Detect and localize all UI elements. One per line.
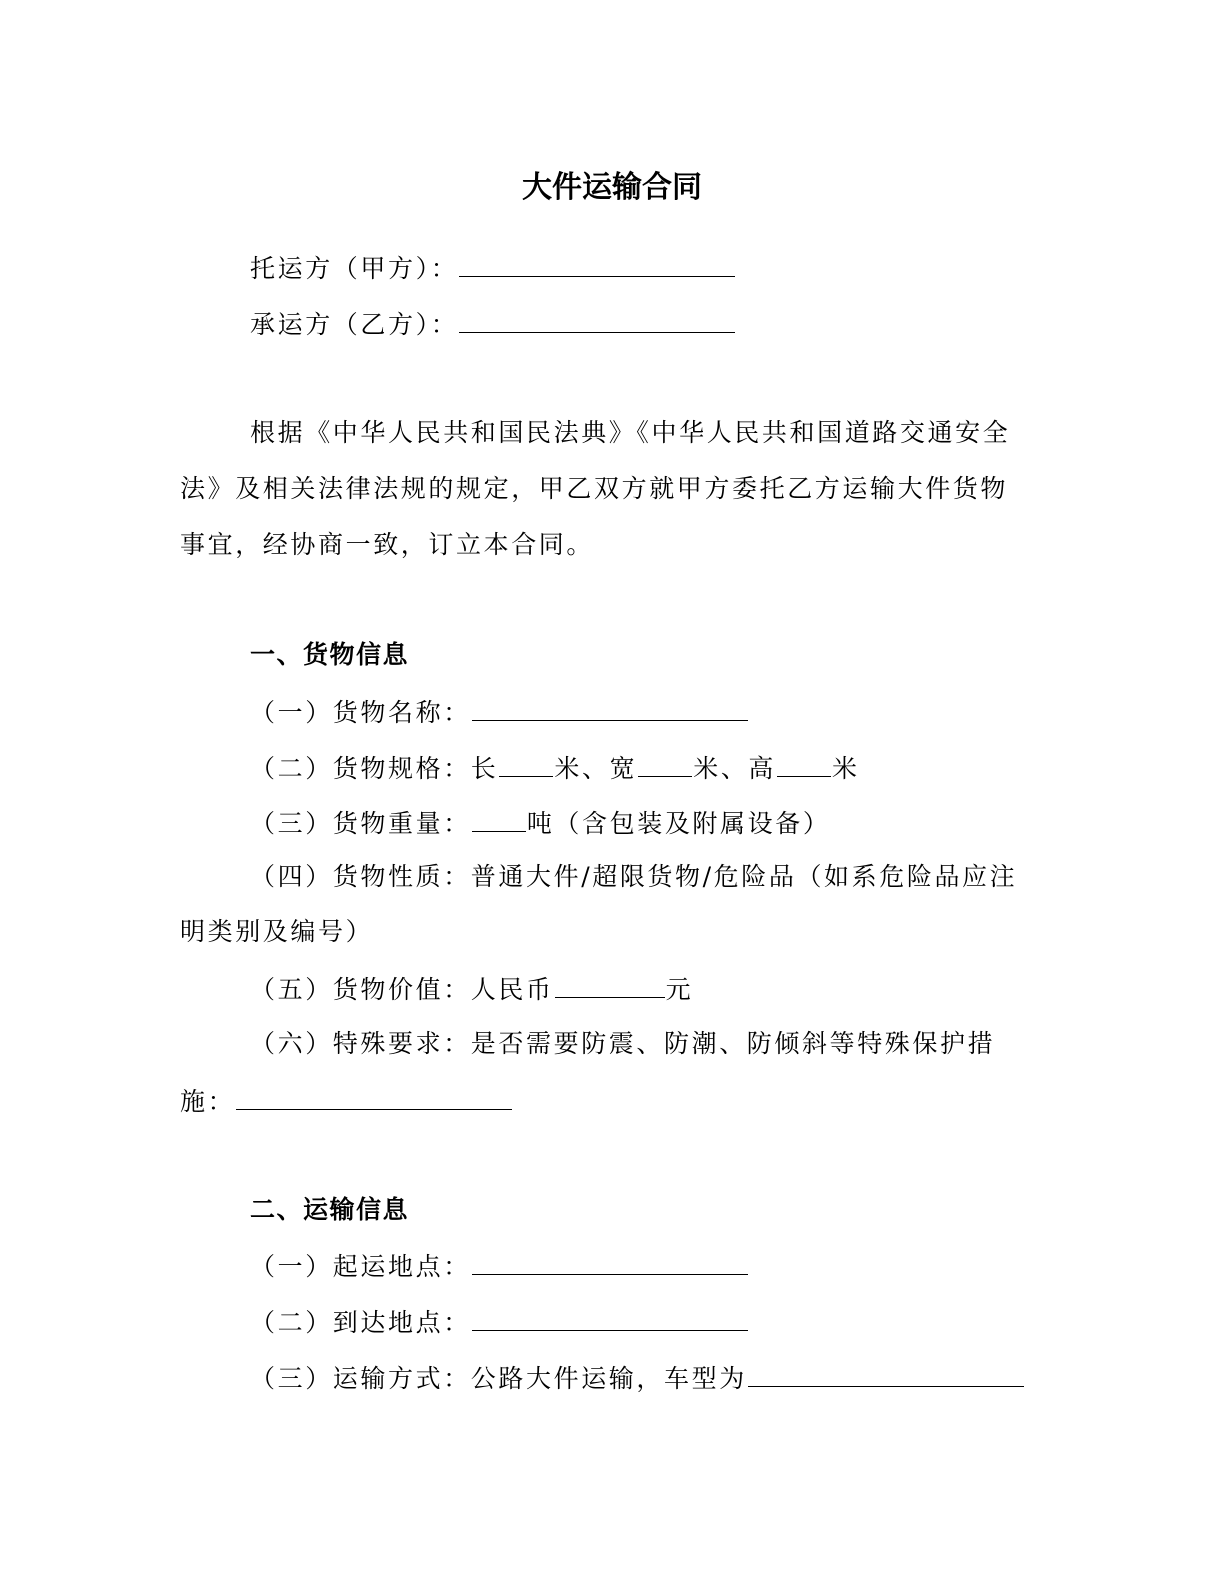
height-blank[interactable] [777, 750, 831, 777]
destination-label: （二）到达地点： [250, 1308, 471, 1337]
preamble-line-1: 根据《中华人民共和国民法典》《中华人民共和国道路交通安全 [250, 418, 1011, 447]
preamble-line-3: 事宜，经协商一致，订立本合同。 [180, 530, 595, 559]
party-a-label: 托运方（甲方）： [250, 254, 459, 283]
party-b-label: 承运方（乙方）： [250, 310, 459, 339]
goods-value-label: （五）货物价值：人民币 [250, 975, 554, 1004]
transport-mode-line [250, 1360, 1110, 1396]
preamble-line-2: 法》及相关法律法规的规定，甲乙双方就甲方委托乙方运输大件货物 [180, 474, 1009, 503]
value-blank[interactable] [555, 971, 665, 998]
destination-line [250, 1304, 1110, 1340]
special-req-blank[interactable] [236, 1083, 512, 1110]
goods-weight-label: （三）货物重量： [250, 809, 471, 838]
origin-label: （一）起运地点： [250, 1252, 471, 1281]
origin-blank[interactable] [472, 1248, 748, 1275]
width-blank[interactable] [638, 750, 692, 777]
destination-blank[interactable] [472, 1304, 748, 1331]
goods-weight-unit: 吨（含包装及附属设备） [526, 809, 831, 838]
goods-weight-line [250, 805, 1110, 841]
section-1-heading: 一、货物信息 [250, 640, 410, 669]
party-b-blank[interactable] [459, 306, 735, 333]
goods-nature-line-1: （四）货物性质：普通大件/超限货物/危险品（如系危险品应注 [250, 862, 1018, 891]
special-req-label: 施： [180, 1087, 236, 1116]
goods-name-line [250, 694, 1110, 730]
section-2-heading: 二、运输信息 [250, 1195, 410, 1224]
special-req-line-1: （六）特殊要求：是否需要防震、防潮、防倾斜等特殊保护措 [250, 1029, 996, 1058]
special-req-line-2 [180, 1083, 1040, 1119]
vehicle-type-blank[interactable] [748, 1360, 1024, 1387]
goods-spec-height-label: 米、高 [693, 754, 777, 783]
goods-nature-line-2: 明类别及编号） [180, 917, 374, 946]
goods-value-unit: 元 [665, 975, 694, 1004]
party-a-line [250, 250, 1110, 286]
goods-spec-label: （二）货物规格：长 [250, 754, 499, 783]
goods-spec-width-label: 米、宽 [554, 754, 638, 783]
party-a-blank[interactable] [459, 250, 735, 277]
length-blank[interactable] [499, 750, 553, 777]
goods-name-label: （一）货物名称： [250, 698, 471, 727]
goods-spec-line [250, 750, 1110, 786]
party-b-line [250, 306, 1110, 342]
goods-name-blank[interactable] [472, 694, 748, 721]
goods-spec-unit: 米 [832, 754, 860, 783]
origin-line [250, 1248, 1110, 1284]
weight-blank[interactable] [472, 805, 526, 832]
document-title: 大件运输合同 [522, 170, 702, 205]
goods-value-line [250, 971, 1110, 1007]
transport-mode-label: （三）运输方式：公路大件运输，车型为 [250, 1364, 747, 1393]
